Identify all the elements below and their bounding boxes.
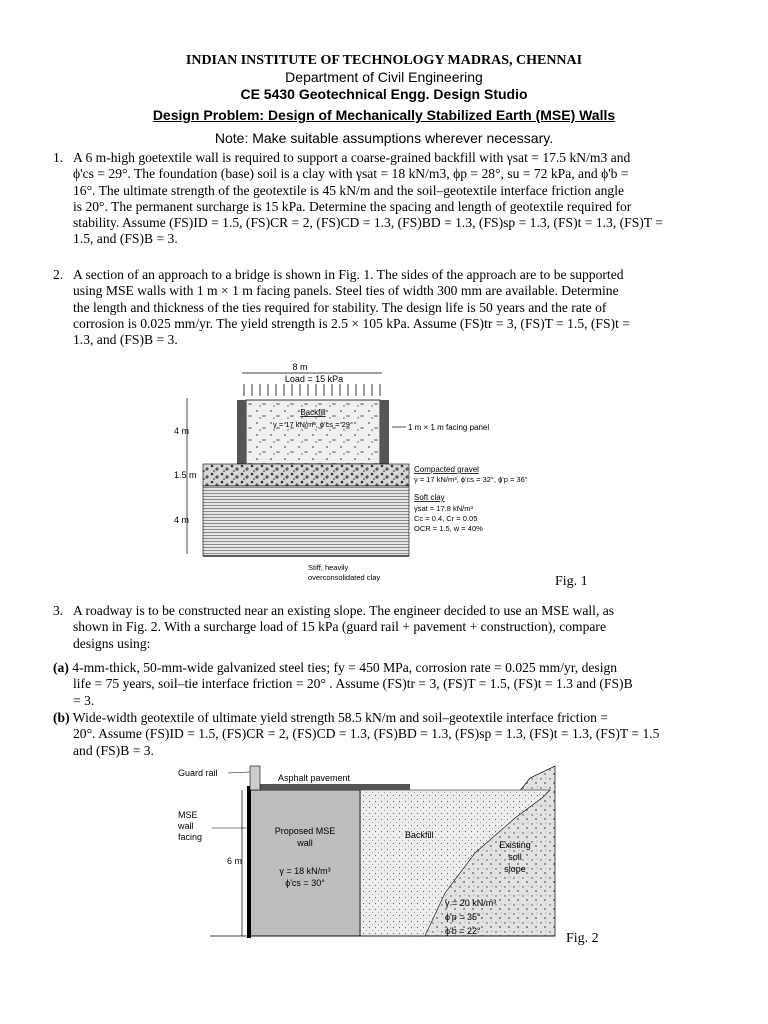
problem-line: and (FS)B = 3. [73,742,154,758]
problem-3b [53,710,713,759]
fig1-clay-line3: OCR = 1.5, w = 40% [414,524,483,533]
problem-line: shown in Fig. 2. With a surcharge load of 15 kPa (guard rail + pavement + construction), compare [73,619,606,635]
fig1-backfill-label: Backfill [300,408,326,417]
fig1-load-label: Load = 15 kPa [284,374,344,384]
fig2-proposed-label: wall [297,838,313,848]
problem-line: corrosion is 0.025 mm/yr. The yield strength is 2.5 × 105 kPa. Assume (FS)tr = 3, (FS)T = 1.5, (FS)t = [73,315,630,331]
fig2-guard-rail-label: Guard rail [178,768,218,778]
problem-1 [53,150,713,248]
problem-line: 20°. Assume (FS)ID = 1.5, (FS)CR = 2, (FS)CD = 1.3, (FS)BD = 1.3, (FS)sp = 1.3, (FS)t = 1.3, (FS)T = 1.5 [73,726,660,742]
department-name: Department of Civil Engineering [285,69,483,85]
fig2-backfill-label: Backfill [405,830,434,840]
fig1-right-facing [380,400,389,464]
problem-line: the length and thickness of the ties required for stability. The design life is 50 years and the rate of [73,299,607,315]
problem-title: Design Problem: Design of Mechanically Stabilized Earth (MSE) Walls [152,107,616,123]
problem-line: A roadway is to be constructed near an existing slope. The engineer decided to use an MSE wall, as [73,603,615,618]
fig2-height: 6 m [227,856,243,866]
problem-2 [53,267,713,348]
fig1-backfill-props: γ = 17 kN/m³, ϕ'cs = 29° [273,420,353,429]
problem-line: = 3. [73,692,95,708]
fig1-load-arrows [244,384,380,396]
problem-3 [53,603,713,652]
fig1-stiff-line2: overconsolidated clay [308,573,381,582]
fig1-wall-height: 4 m [174,426,190,436]
fig2-facing-label: facing [178,832,203,842]
problem-line: A section of an approach to a bridge is shown in Fig. 1. The sides of the approach are to be supported [73,267,624,282]
problem-line: life = 75 years, soil–tie interface friction = 20° . Assume (FS)tr = 3, (FS)T = 1.5, (FS)t = 1.3 and (FS)B [73,676,633,692]
fig2-asphalt-label: Asphalt pavement [278,773,351,783]
fig1-clay-line1: γsat = 17.8 kN/m³ [414,504,473,513]
note: Note: Make suitable assumptions wherever necessary. [214,130,554,146]
fig1-width-label: 8 m [292,362,308,372]
fig1-clay-height: 4 m [174,515,190,525]
problem-line: 4-mm-thick, 50-mm-wide galvanized steel ties; fy = 450 MPa, corrosion rate = 0.025 mm/yr, design [72,660,618,675]
fig2-proposed-label: Proposed MSE [274,826,336,836]
fig2-wall-facing [247,786,251,938]
problem-line: Wide-width geotextile of ultimate yield strength 58.5 kN/m and soil–geotextile interface friction = [72,710,609,725]
problem-line: is 20°. The permanent surcharge is 15 kPa. Determine the spacing and length of geotextile required for [73,198,632,214]
fig1-clay-line2: Cc = 0.4, Cr = 0.05 [414,514,478,523]
figure-2 [170,758,570,948]
problem-line: using MSE walls with 1 m × 1 m facing panels. Steel ties of width 300 mm are available. Determine [73,283,619,299]
fig2-slope-label: Existing [499,840,531,850]
problem-line: stability. Assume (FS)ID = 1.5, (FS)CR = 2, (FS)CD = 1.3, (FS)BD = 1.3, (FS)sp = 1.3, (FS)t = 1.3, (FS)T = [73,215,663,231]
option-label: (a) [53,660,69,675]
option-label: (b) [53,710,70,725]
fig1-stiff-line1: Stiff, heavily [308,563,349,572]
course-title: CE 5430 Geotechnical Engg. Design Studio [240,86,528,102]
fig1-gravel-props: γ = 17 kN/m³, ϕ'cs = 32°, ϕ'p = 36° [414,475,528,484]
problem-line: 1.5, and (FS)B = 3. [73,231,178,247]
fig2-facing-label: MSE [178,810,198,820]
figure-1 [170,360,590,585]
institute-title: INDIAN INSTITUTE OF TECHNOLOGY MADRAS, CHENNAI [185,53,583,68]
fig2-slope-label: soil [508,852,522,862]
fig1-caption: Fig. 1 [555,574,588,589]
fig2-wall-gamma: γ = 18 kN/m³ [279,866,331,876]
problem-line: A 6 m-high goetextile wall is required to support a coarse-grained backfill with γsat = 17.5 kN/m3 and [73,150,631,165]
fig1-clay-layer [203,486,409,556]
problem-number: 1. [53,150,64,165]
fig2-slope-label: slope [504,864,526,874]
fig2-guard-rail [250,766,260,790]
problem-line: 16°. The ultimate strength of the geotextile is 45 kN/m and the soil–geotextile interface friction angle [73,182,625,198]
fig2-facing-label: wall [178,821,194,831]
problem-line: 1.3, and (FS)B = 3. [73,332,178,348]
fig2-guard-leader [228,772,250,773]
problem-line: designs using: [73,635,151,651]
fig2-mse-wall [250,790,360,936]
fig2-asphalt [260,784,410,790]
problem-number: 2. [53,267,64,282]
fig1-left-facing [237,400,246,464]
fig1-gravel-title: Compacted gravel [414,465,479,474]
fig2-wall-phi: ϕ'cs = 30° [285,878,325,888]
fig2-soil-phib: ϕ'b = 22° [445,926,481,936]
fig2-soil-phip: ϕ'p = 35° [445,912,481,922]
problem-3a [53,660,713,709]
fig1-gravel-layer [203,464,409,486]
fig2-soil-gamma: γ = 20 kN/m³ [445,898,497,908]
fig1-clay-title: Soft clay [414,493,445,502]
problem-line: ϕ'cs = 29°. The foundation (base) soil is a clay with γsat = 18 kN/m3, ϕp = 28°, su = 72 kPa, and ϕ'b = [73,166,629,182]
fig1-gravel-height: 1.5 m [174,470,197,480]
fig2-caption: Fig. 2 [566,931,599,946]
fig1-facing-panel: 1 m × 1 m facing panel [408,423,490,432]
problem-number: 3. [53,603,64,618]
